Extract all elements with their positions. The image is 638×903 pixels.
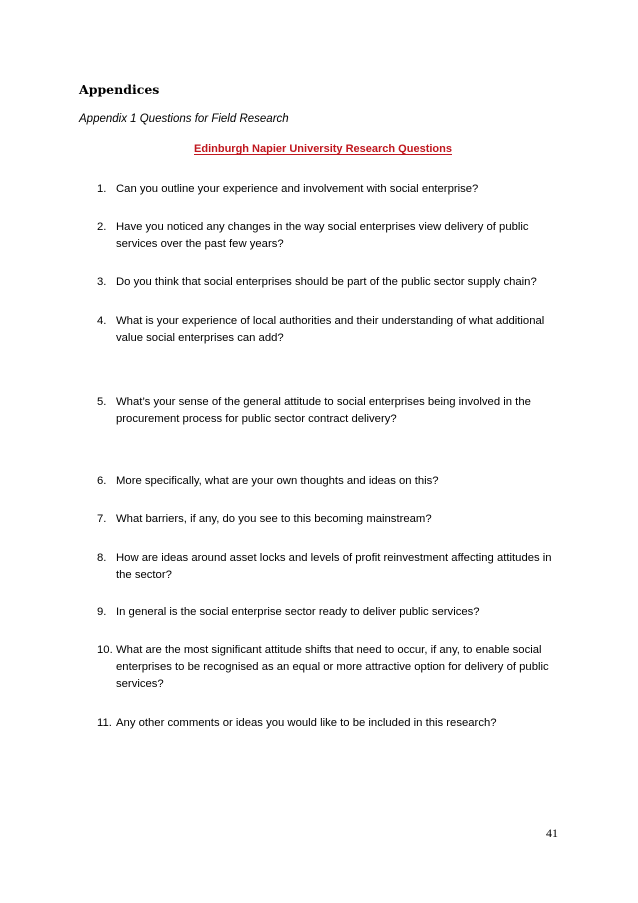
question-item <box>97 642 567 693</box>
research-questions-title <box>0 142 638 156</box>
question-text: How are ideas around asset locks and levels of profit reinvestment affecting attitudes in the sector? <box>116 552 552 581</box>
question-number: 6. <box>97 475 107 487</box>
question-item <box>97 473 567 490</box>
question-number: 11. <box>97 717 112 729</box>
page-heading: Appendices <box>79 82 160 97</box>
question-text: Can you outline your experience and involvement with social enterprise? <box>116 183 479 195</box>
question-item <box>97 181 567 198</box>
question-text: Have you noticed any changes in the way social enterprises view delivery of public services over the past few years? <box>116 221 529 250</box>
question-text: What’s your sense of the general attitude to social enterprises being involved in the procurement process for public sector contract delivery? <box>116 396 531 425</box>
question-number: 7. <box>97 513 107 525</box>
question-text: What barriers, if any, do you see to this becoming mainstream? <box>116 513 432 525</box>
question-text: Do you think that social enterprises should be part of the public sector supply chain? <box>116 276 537 288</box>
question-item <box>97 715 567 732</box>
question-number: 1. <box>97 183 107 195</box>
question-number: 9. <box>97 606 107 618</box>
question-number: 3. <box>97 276 107 288</box>
question-item <box>97 511 567 528</box>
question-item <box>97 274 567 291</box>
question-number: 4. <box>97 315 107 327</box>
question-item <box>97 550 567 584</box>
question-text: More specifically, what are your own thoughts and ideas on this? <box>116 475 439 487</box>
question-number: 10. <box>97 644 113 656</box>
question-text: Any other comments or ideas you would like to be included in this research? <box>116 717 497 729</box>
question-item <box>97 394 567 428</box>
research-questions-title-text: Edinburgh Napier University Research Questions <box>194 143 452 155</box>
appendix-subheading: Appendix 1 Questions for Field Research <box>79 113 289 125</box>
question-number: 5. <box>97 396 107 408</box>
question-item <box>97 313 567 347</box>
question-item <box>97 219 567 253</box>
question-text: In general is the social enterprise sector ready to deliver public services? <box>116 606 480 618</box>
question-text: What are the most significant attitude shifts that need to occur, if any, to enable social enterprises to be recognised as an equal or more attractive option for delivery of public services? <box>116 644 549 690</box>
page-number: 41 <box>546 826 558 840</box>
question-number: 8. <box>97 552 107 564</box>
question-item <box>97 604 567 621</box>
question-text: What is your experience of local authorities and their understanding of what additional value social enterprises can add? <box>116 315 545 344</box>
question-number: 2. <box>97 221 107 233</box>
